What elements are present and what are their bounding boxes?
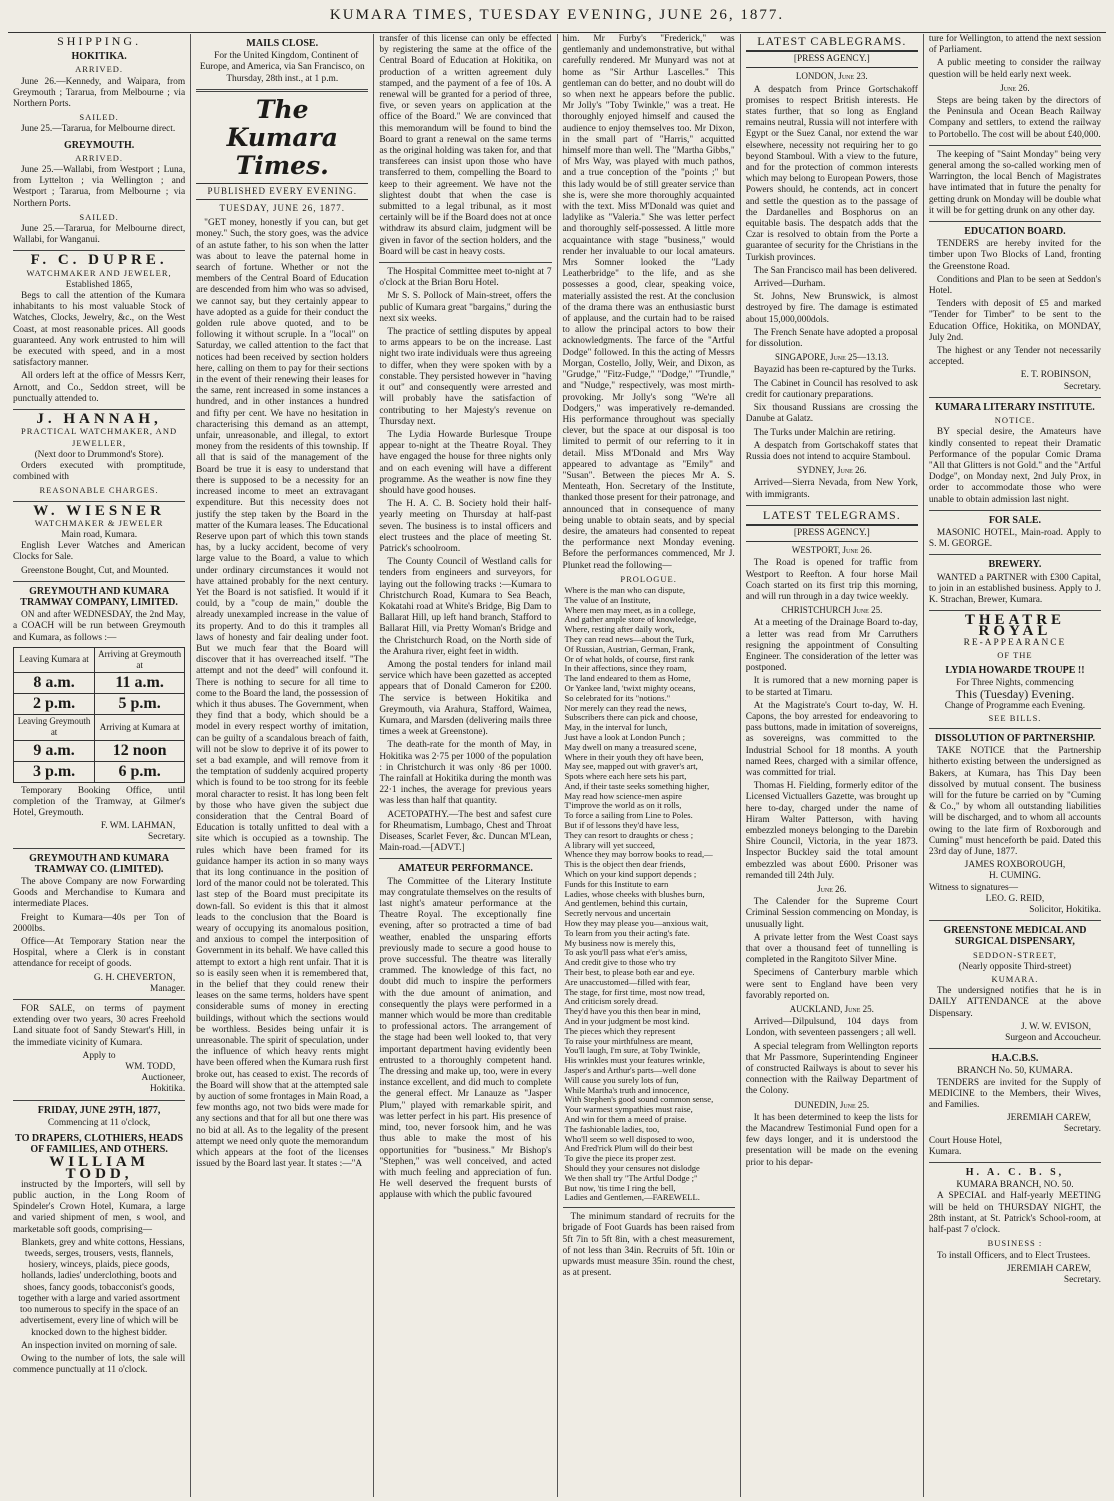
paper-title-block bbox=[196, 96, 368, 214]
dupre-text: Begs to call the attention of the Kumara inhabitants to his most valuable Stock of Watches, Clocks, Jewelry, &c., on the West Coast, at most reasonable prices. All goods guaranteed. Any work entrusted to him will be executed with speed, and in a most satisfactory manner. bbox=[13, 291, 186, 369]
hacbs2-branch: KUMARA BRANCH, NO. 50. bbox=[956, 1180, 1074, 1191]
hannah-trade: PRACTICAL WATCHMAKER, AND JEWELLER, bbox=[21, 426, 178, 448]
telegram-item: Thomas H. Fielding, formerly editor of the Licensed Victuallers Gazette, was brought up here to-day, charged under the name of Hiram Walter Patterson, with having embezzled moneys belonging to the Darebin Shire Council, Victoria, in the year 1873. Inspector Buckley said the total amount embezzled was about £600. Prisoner was remanded till 24th July. bbox=[745, 781, 918, 881]
telegram-item: A public meeting to consider the railway question will be held early next week. bbox=[928, 58, 1102, 80]
cablegrams-heading: LATEST CABLEGRAMS. bbox=[757, 34, 907, 48]
theatre-heading: THEATRE ROYAL bbox=[964, 612, 1066, 640]
literary-text: BY special desire, the Amateurs have kindly consented to repeat their Dramatic Performance of the popular Comic Drama "All that Glitters is not Gold." and the "Artful Dodge", on Monday next, 2nd July Prox, in order to accommodate those who were unable to obtain admission last night. bbox=[928, 427, 1102, 505]
tramway2-role: Manager. bbox=[150, 983, 186, 994]
tt-header: Arriving at Greymouth at bbox=[95, 647, 185, 672]
education-text: Tenders with deposit of £5 and marked "Tender for Timber" to be sent to the Education Office, Hokitika, on MONDAY, July 2nd. bbox=[928, 299, 1102, 343]
cable-item: The Turks under Malchin are retiring. bbox=[753, 427, 896, 438]
cable-item: The Cabinet in Council has resolved to ask credit for cautionary preparations. bbox=[745, 378, 918, 400]
dispensary-role: Surgeon and Accoucheur. bbox=[1005, 1033, 1102, 1044]
theatre-change: Change of Programme each Evening. bbox=[944, 700, 1086, 711]
column-6 bbox=[923, 34, 1106, 1497]
telegram-item: The Road is opened for traffic from Westport to Reefton. A four horse Mail Coach started on its first trip this morning, and will run through in a day twice weekly. bbox=[745, 558, 918, 602]
dissolution-witness-role: Solicitor, Hokitika. bbox=[1029, 905, 1102, 916]
cable-item: Bayazid has been re-captured by the Turks. bbox=[753, 365, 916, 376]
tramway2-text: The above Company are now Forwarding Goods and Merchandise to Kumara and intermediate Places. bbox=[13, 876, 186, 910]
dateline: LONDON, June 23. bbox=[795, 71, 868, 82]
tramway2-freight: Freight to Kumara—40s per Ton of 2000lbs. bbox=[13, 912, 186, 934]
theatre-troupe: LYDIA HOWARDE TROUPE !! bbox=[945, 664, 1085, 676]
dissolution-signature-2: H. CUMING. bbox=[989, 871, 1041, 882]
drapers-heading: TO DRAPERS, CLOTHIERS, HEADS OF FAMILIES, AND OTHERS. bbox=[15, 1133, 184, 1156]
column-2 bbox=[190, 34, 373, 1497]
press-agency-label-2: [PRESS AGENCY.] bbox=[746, 524, 918, 542]
land-sale-place: Hokitika. bbox=[150, 1084, 186, 1095]
hacbs2-heading: H. A. C. B. S, bbox=[965, 1167, 1065, 1179]
theatre-bills: SEE BILLS. bbox=[988, 712, 1042, 723]
hacbs-role: Secretary. bbox=[1063, 1124, 1102, 1135]
theatre-reappearance: RE-APPEARANCE bbox=[963, 637, 1067, 648]
telegram-item: Arrived—Dilpulsund, 104 days from London, with seventeen passengers ; all well. bbox=[745, 1017, 918, 1039]
tt-header: Leaving Kumara at bbox=[14, 647, 95, 672]
dupre-name: F. C. DUPRE. bbox=[30, 252, 168, 269]
dateline: June 26. bbox=[817, 884, 847, 895]
arrived-label: ARRIVED. bbox=[75, 64, 124, 75]
tt-time: 6 p.m. bbox=[95, 761, 185, 782]
wiesner-name: W. WIESNER bbox=[33, 502, 165, 519]
arrived-label-2: ARRIVED. bbox=[75, 152, 124, 163]
column-4 bbox=[557, 34, 740, 1497]
sailed-label-2: SAILED. bbox=[79, 211, 119, 222]
land-sale-text: FOR SALE, on terms of payment extending over two years, 30 acres Freehold Land situate foot of Sandy Stewart's Hill, in the immediate vicinity of Kumara. bbox=[13, 1004, 186, 1048]
hacbs-hotel: Court House Hotel, bbox=[928, 1135, 1003, 1146]
prologue-heading: PROLOGUE. bbox=[620, 573, 677, 584]
local-news-item: The County Council of Westland calls for tenders from engineers and surveyors, for laying out the following tracks :—Kumara to Christchurch Road, Kumara to Sea Beach, Kokatahi road at White's Bridge, Big Dam to Ballarat Hill, up left hand branch, Stafford to Ballarat Hill, via Pretty Woman's Bridge and the Christchurch Road, on the North side of the Arahura river, eight feet in width. bbox=[379, 557, 552, 657]
cable-item: The San Francisco mail has been delivered. bbox=[753, 265, 917, 276]
tramway-text: ON and after WEDNESDAY, the 2nd May, a COACH will be run between Greymouth and Kumara, as follows :— bbox=[13, 610, 186, 643]
cable-item: Six thousand Russians are crossing the Danube at Galatz. bbox=[745, 403, 918, 425]
dissolution-witness-name: LEO. G. REID, bbox=[985, 893, 1045, 904]
local-news-item: The Lydia Howarde Burlesque Troupe appear to-night at the Theatre Royal. They have engaged the house for three nights only and on each evening will have a different programme. As the weather is now fine they should have good houses. bbox=[379, 429, 552, 496]
dissolution-heading: DISSOLUTION OF PARTNERSHIP. bbox=[934, 732, 1096, 744]
recruits-item: The minimum standard of recruits for the brigade of Foot Guards has been raised from 5ft 7in to 5ft 8in, with a chest measurement, of not less than 34in. Recruits of 5ft. 10in or upwards must measure 35in. round the chest, as at present. bbox=[562, 1212, 735, 1279]
dispensary-town: KUMARA. bbox=[991, 974, 1039, 985]
hacbs2-business: BUSINESS : bbox=[987, 1238, 1043, 1249]
column-5 bbox=[740, 34, 923, 1497]
todd-text: instructed by the Importers, will sell by public auction, in the Long Room of Spindeler's Crown Hotel, Kumara, a large and varied shipment of men, s wool, and marketable soft goods, comprising— bbox=[13, 1179, 186, 1235]
dateline: DUNEDIN, June 25. bbox=[794, 1099, 870, 1110]
page-header: KUMARA TIMES, TUESDAY EVENING, JUNE 26, 1877. bbox=[8, 6, 1106, 33]
tramway2-office: Office—At Temporary Station near the Hospital, where a Clerk is in constant attendance for receipt of goods. bbox=[13, 937, 186, 970]
cable-item: Arrived—Durham. bbox=[753, 279, 826, 290]
auction-date: FRIDAY, JUNE 29TH, 1877, bbox=[37, 1104, 161, 1116]
editorial-continued: transfer of this license can only be effected by registering the same at the office of the Central Board of Education at Hokitika, on production of a written agreement duly stamped, and the payment of a fee of 10s. A renewal will be granted for a period of three, five, or seven years on application at the office of the Board." We are convinced that this memorandum will be found to bind the Board to grant a renewal on the same terms as the original holding was taken for, and that transferees can insist upon those who have transferred to them, compelling the Board to keep to their agreement. We have not the slightest doubt that when the case is submitted to a legal tribunal, as it most certainly will be if the Board does not at once withdraw its absurd claim, judgment will be given in favor of the section holders, and the Board will be cast in heavy costs. bbox=[379, 34, 552, 257]
wiesner-text-2: Greenstone Bought, Cut, and Mounted. bbox=[21, 565, 169, 576]
education-text: Conditions and Plan to be seen at Seddon's Hotel. bbox=[928, 274, 1102, 297]
dupre-trade: WATCHMAKER AND JEWELER, bbox=[26, 267, 172, 278]
education-text: The highest or any Tender not necessarily accepted. bbox=[928, 346, 1102, 368]
hacbs-heading: H.A.C.B.S. bbox=[991, 1053, 1039, 1065]
telegram-item: A private letter from the West Coast says that over a thousand feet of tunnelling is completed in the Rangitoto Silver Mine. bbox=[745, 932, 918, 966]
hannah-name: J. HANNAH, bbox=[36, 411, 162, 428]
dissolution-text: TAKE NOTICE that the Partnership hitherto existing between the undersigned as Bakers, at Kumara, has This Day been dissolved by mutual consent. The business will for the future be carried on by "Cuming & Co.," by whom all outstanding liabilities will be discharged, and to whom all accounts owing to the late firm of Roxborough and Cuming" must henceforth be paid. Dated this 23rd day of June, 1877. bbox=[928, 746, 1102, 857]
local-news-item: The H. A. C. B. Society hold their half-yearly meeting on Thursday at half-past seven. The business is to instal officers and elect trustees and the place of meeting St. Patrick's schoolroom. bbox=[379, 499, 552, 554]
tt-header: Arriving at Kumara at bbox=[95, 715, 185, 740]
telegram-item: It has been determined to keep the lists for the Macandrew Testimonial Fund open for a few days longer, and it is understood the presentation will be made on the evening prior to his depar- bbox=[745, 1112, 918, 1168]
shipping-heading: SHIPPING. bbox=[57, 34, 142, 48]
press-agency-label: [PRESS AGENCY.] bbox=[746, 50, 918, 68]
land-sale-role: Auctioneer, bbox=[141, 1073, 186, 1084]
amateur-text: The Committee of the Literary Institute may congratulate themselves on the results of last night's amateur performance at the Theatre Royal. The exceptionally fine evening, after so protracted a time of bad weather, enabled the unsparing efforts previously made to secure a good house to prove successful. The theatre was literally crammed. The knowledge of this fact, no doubt did much to inspire the performers with the due amount of animation, and consequently the plays were performed in a manner which would be more than creditable to professional actors. The arrangement of the stage had been well looked to, that very important department having evidently been entrusted to a thoroughly competent hand. The dressing and make up, too, were in every instance excellent, and did much to complete the general effect. Mr Lanauze as "Jasper Plum," played with remarkable spirit, and was letter perfect in his part. His presence of mind, too, never forsook him, and he was thus able to make the most of his opportunities for "business." Mr Bishop's "Stephen," was well conceived, and acted with much feeling and appreciation of fun. He well deserved the frequent bursts of applause with which the public favoured bbox=[379, 876, 552, 1201]
issue-date: TUESDAY, JUNE 26, 1877. bbox=[219, 203, 346, 214]
wiesner-text: English Lever Watches and American Clocks for Sale. bbox=[13, 541, 186, 563]
tramway2-heading: GREYMOUTH AND KUMARA TRAMWAY CO. (LIMITED). bbox=[29, 852, 170, 875]
land-sale-apply: Apply to bbox=[82, 1050, 116, 1061]
telegram-item: A special telegram from Wellington reports that Mr Passmore, Superintending Engineer of constructed Railways is about to sever his connection with the Railway Department of the Colony. bbox=[745, 1041, 918, 1097]
land-sale-signature: WM. TODD, bbox=[125, 1062, 176, 1073]
brewery-heading: BREWERY. bbox=[988, 559, 1042, 571]
dissolution-signature: JAMES ROXBOROUGH, bbox=[964, 860, 1066, 871]
todd-name: WILLIAM TODD, bbox=[49, 1154, 149, 1182]
literary-notice: NOTICE. bbox=[994, 415, 1036, 426]
dateline: CHRISTCHURCH June 25. bbox=[781, 605, 883, 616]
tramway2-signature: G. H. CHEVERTON, bbox=[93, 972, 176, 983]
paper-title: The Kumara Times. bbox=[226, 94, 338, 180]
hannah-text: Orders executed with promptitude, combined with bbox=[13, 460, 186, 483]
dateline: WESTPORT, June 26. bbox=[791, 545, 872, 556]
hacbs-text: TENDERS are invited for the Supply of MEDICINE to the Members, their Wives, and Families. bbox=[928, 1077, 1102, 1111]
theatre-nights: For Three Nights, commencing bbox=[956, 678, 1074, 689]
dateline: SYDNEY, June 26. bbox=[797, 465, 867, 476]
news-item: The keeping of "Saint Monday" being very general among the so-called working men of Warrington, the local Bench of Magistrates have intimated that in future the penalty for getting drunk on Monday will be double what it will be for getting drunk on any other day. bbox=[928, 149, 1102, 216]
amateur-heading: AMATEUR PERFORMANCE. bbox=[398, 863, 533, 875]
theatre-this-evening: This (Tuesday) Evening. bbox=[955, 687, 1075, 702]
cable-item: The French Senate have adopted a proposal for dissolution. bbox=[745, 327, 918, 350]
education-text: TENDERS are hereby invited for the timber upon Two Blocks of Land, fronting the Greenstone Road. bbox=[928, 239, 1102, 272]
greymouth-heading: GREYMOUTH. bbox=[63, 139, 135, 151]
hokitika-heading: HOKITIKA. bbox=[71, 51, 127, 63]
column-1 bbox=[8, 34, 190, 1497]
dispensary-opposite: (Nearly opposite Third-street) bbox=[958, 961, 1072, 972]
prologue-poem: Where is the man who can dispute, The value of an Institute, Where men may meet, as in a college, And gather ample store of knowledge, Where, resting after daily work, They can read news—about the Turk, Of Russian, Austrian, German, Frank, Or of what holds, of course, first rank In their affections, since they roam, The land endeared to them as Home, Or Yankee land, 'twixt mighty oceans, So celebrated for its "notions." Nor merely can they read the news, Subscribers there can pick and choose, May, in the interval for lunch, Just have a look at London Punch ; May dwell on many a treasured scene, Where in their youth they oft have been, May see, mapped out with graver's art, Spots where each here sets his part, And, if their taste seeks something higher, May read how science-men aspire T'improve the world as on it rolls, To force a sailing from Line to Poles. But if of lessons they'd have less, They can resort to draughts or chess ; A library will yet succeed, Whence they may borrow books to read,— This is the object then dear friends, Which on your kind support depends ; Funds for this Institute to earn Ladies, whose cheeks with blushes burn, And gentlemen, behind this curtain, Secretly nervous and uncertain How they may please you—anxious wait, To learn from you their acting's fate. My business now is merely this, To ask you'll pass what e'er's amiss, And credit give to those who try Their best, to please both ear and eye. Are unaccustomed—filled with fear, The stage, for first time, most now tread, And criticism sorely dread. They'd have you this then bear in mind, And in your judgment be most kind. The pieces which they represent To raise your mirthfulness are meant, You'll laugh, I'm sure, at Toby Twinkle, His wrinkles must your features wrinkle, Jasper's and Arthur's parts—well done Will cause you surely lots of fun, While Martha's truth and innocence, With Stephen's good sound common sense, Your warmest sympathies must raise, And win for them a meed of praise. The fashionable ladies, too, Who'll seem so well disposed to woo, And Fred'rick Plum will do their best To give the piece its proper zest. Should they your censures not dislodge We then shall try "The Artful Dodge ;" But now, 'tis time I ring the bell, Ladies and Gentlemen,—FAREWELL. bbox=[564, 584, 714, 1203]
education-signature: E. T. ROBINSON, bbox=[1020, 370, 1092, 381]
tt-time: 8 a.m. bbox=[14, 673, 95, 694]
todd-inspection: An inspection invited on morning of sale. bbox=[21, 1340, 177, 1351]
hacbs-town: Kumara. bbox=[928, 1146, 962, 1157]
tramway-signature: F. WM. LAHMAN, bbox=[100, 821, 176, 832]
todd-goods-list: Blankets, grey and white cottons, Hessians, tweeds, serges, trousers, vests, flannels, hosiery, winceys, plaids, piece goods, hollands, ladies' underclothing, boots and shoes, fancy goods, tobacconist's goods, together with a large and varied assortment too numerous to specify in the space of an advertisement, every line of which will be knocked down to the highest bidder. bbox=[18, 1237, 185, 1338]
dateline: SINGAPORE, June 25—13.13. bbox=[774, 352, 889, 363]
tt-time: 9 a.m. bbox=[14, 740, 95, 761]
dupre-text-2: All orders left at the office of Messrs Kerr, Arnott, and Co., Seddon street, will be punctually attended to. bbox=[13, 371, 186, 404]
local-news-item: Mr S. S. Pollock of Main-street, offers the public of Kumara great "bargains," during the next six weeks. bbox=[379, 291, 552, 324]
local-news-item: The practice of settling disputes by appeal to arms appears to be on the increase. Last night two irate individuals were thus agreeing to differ, when they were spoken with by a constable. They persisted however in "having it out" and consequently were arrested and will probably have the satisfaction of contributing to her Majesty's revenue on Thursday next. bbox=[379, 327, 552, 427]
hacbs2-signature: JEREMIAH CAREW, bbox=[1007, 1263, 1092, 1274]
mails-text: For the United Kingdom, Continent of Europe, and America, via San Francisco, on Thursday, 28th inst., at 1 p.m. bbox=[199, 51, 365, 84]
telegram-item: At the Magistrate's Court to-day, W. H. Capons, the boy arrested for endeavoring to pass buttons, made in imitation of sovereigns, as sovereigns, was committed to the Industrial School for 18 months. A youth named Rees, charged with a similar offence, was committed for trial. bbox=[745, 700, 918, 778]
hacbs2-business-text: To install Officers, and to Elect Trustees. bbox=[936, 1250, 1091, 1261]
coach-timetable bbox=[13, 647, 185, 783]
for-sale-text: MASONIC HOTEL, Main-road. Apply to S. M. GEORGE. bbox=[928, 527, 1102, 550]
theatre-of: OF THE bbox=[997, 649, 1033, 660]
sailed-label: SAILED. bbox=[79, 112, 119, 123]
mails-heading: MAILS CLOSE. bbox=[246, 38, 319, 49]
dispensary-text: The undersigned notifies that he is in DAILY ATTENDANCE at the above Dispensary. bbox=[928, 986, 1102, 1019]
published-line: PUBLISHED EVERY EVENING. bbox=[196, 183, 368, 200]
local-news-item: Among the postal tenders for inland mail service which have been gazetted as accepted appears that of Donald Cameron for £200. The service is between Hokitika and Greymouth, via Arahura, Stafford, Waimea, Kumara, and Marsden (delivering mails three times a week at Greenstone). bbox=[379, 659, 552, 738]
tt-header: Leaving Greymouth at bbox=[14, 715, 95, 740]
dispensary-heading: GREENSTONE MEDICAL AND SURGICAL DISPENSARY, bbox=[943, 925, 1087, 948]
wiesner-address: Main road, Kumara. bbox=[61, 529, 138, 540]
local-news-item: The death-rate for the month of May, in Hokitika was 2·75 per 1000 of the population : in Christchurch it was only ·86 per 1000. The rainfall at Hokitika during the month was 22·1 inches, the average for previous years was less than half that quantity. bbox=[379, 740, 552, 807]
tramway-booking: Temporary Booking Office, until completion of the Tramway, at Gilmer's Hotel, Greymouth. bbox=[13, 785, 186, 818]
hacbs2-role: Secretary. bbox=[1063, 1274, 1102, 1285]
cable-item: A despatch from Gortschakoff states that Russia does not intend to acquire Stamboul. bbox=[745, 440, 918, 462]
wiesner-trade: WATCHMAKER & JEWELER bbox=[34, 517, 164, 528]
local-news-item: ACETOPATHY.—The best and safest cure for Rheumatism, Lumbago, Chest and Throat Diseases, Scarlet Fever, &c. Duncan M'Lean, Main-road.—[ADVT.] bbox=[379, 809, 552, 854]
tt-time: 11 a.m. bbox=[95, 673, 185, 694]
dateline: June 26. bbox=[1000, 82, 1030, 93]
brewery-text: WANTED a PARTNER with £300 Capital, to join in an established business. Apply to J. K. Strachan, Brewer, Kumara. bbox=[928, 572, 1102, 605]
tt-time: 3 p.m. bbox=[14, 761, 95, 782]
amateur-continued: him. Mr Furby's "Frederick," was gentlemanly and undemonstrative, but withal carefully rendered. Mr Munyard was not at home as "Sir Arthur Lascelles." This gentleman can do better, and no doubt will do so when next he appears before the public. Mr Jolly's "Toby Twinkle," was a treat. He thoroughly enjoyed himself and caused the audience to enjoy themselves too. Mr Dixon, in the small part of "Harris," acquitted himself more than well. The "Martha Gibbs," of Mrs Way, was played with much pathos, and a true conception of the "points ;" but this lady would be of still greater service than she is, were she more thoroughly acquainted with the text. Miss M'Donald was quiet and ladylike as "Valeria." She was letter perfect and thoroughly self-possessed. A little more acquaintance with stage "business," would render her invaluable to our local amateurs. Mrs Somner looked the "Lady Leatherbridge" to the life, and as she possesses a good, clear, speaking voice, materially assisted the rest. At the conclusion of the drama there was an enthusiastic burst of applause, and the curtain had to be raised to allow the principal actors to bow their acknowledgments. The farce of the "Artful Dodge" followed. In this the acting of Messrs Morgan, Costello, Jolly, Weir, and Dixon, as "Grudge," "Fitz-Fudge," "Dodge," "Trundle," and "Nudge," respectively, was most mirth-provoking. Mr Jolly's song "We're all Dodgers," was imperatively re-demanded. His performance throughout was specially clever, but the space at our disposal is too limited to permit of our referring to it in detail. Miss M'Donald and Mrs Way appeared to advantage as "Emily" and "Susan". Between the pieces Mr A. S. Menteath, Hon. Secretary of the Institute, thanked those present for their patronage, and announced that in consequence of many being unable to obtain seats, and by special desire, the amateurs had consented to repeat the performance next Monday evening. Before the performances commenced, Mr J. Plunket read the following— bbox=[562, 34, 735, 571]
telegrams-heading: LATEST TELEGRAMS. bbox=[762, 507, 901, 522]
dissolution-witness: Witness to signatures— bbox=[928, 882, 1019, 893]
telegram-item: At a meeting of the Drainage Board to-day, a letter was read from Mr Carruthers resigning the appointment of Consulting Engineer. The consideration of the letter was postponed. bbox=[745, 618, 918, 674]
education-role: Secretary. bbox=[1063, 381, 1102, 392]
dateline: AUCKLAND, June 25. bbox=[789, 1004, 874, 1015]
hacbs-branch: BRANCH No. 50, KUMARA. bbox=[957, 1066, 1073, 1077]
literary-heading: KUMARA LITERARY INSTITUTE. bbox=[935, 401, 1095, 413]
hannah-charges: REASONABLE CHARGES. bbox=[39, 485, 159, 496]
auction-time: Commencing at 11 o'clock, bbox=[47, 1117, 151, 1128]
telegram-item: Steps are being taken by the directors of the Peninsula and Ocean Beach Railway Company and settlers, to extend the railway to Portobello. The cost will be about £40,000. bbox=[928, 96, 1102, 140]
tramway-heading: GREYMOUTH AND KUMARA TRAMWAY COMPANY, LIMITED. bbox=[20, 585, 178, 608]
tramway-role: Secretary. bbox=[148, 832, 186, 843]
tt-time: 2 p.m. bbox=[14, 694, 95, 715]
for-sale-heading: FOR SALE. bbox=[988, 514, 1042, 526]
cable-item: St. Johns, New Brunswick, is almost destroyed by fire. The damage is estimated about 15,000,000dols. bbox=[745, 292, 918, 325]
dupre-established: Established 1865, bbox=[65, 279, 133, 290]
hokitika-arrivals: June 26.—Kennedy, and Waipara, from Greymouth ; Tararua, from Melbourne ; via Northern Ports. bbox=[13, 76, 186, 110]
hacbs2-text: A SPECIAL and Half-yearly MEETING will be held on THURSDAY NIGHT, the 28th instant, at St. Patrick's School-room, at half-past 7 o'clock. bbox=[928, 1191, 1102, 1236]
tt-time: 12 noon bbox=[95, 740, 185, 761]
telegram-item: The Calender for the Supreme Court Criminal Session commencing on Monday, is unusually light. bbox=[745, 897, 918, 930]
cable-item: Arrived—Sierra Nevada, from New York, with immigrants. bbox=[745, 478, 918, 500]
columns bbox=[8, 34, 1106, 1497]
hacbs-signature: JEREMIAH CAREW, bbox=[1007, 1113, 1092, 1124]
telegram-item: It is rumored that a new morning paper is to be started at Timaru. bbox=[745, 676, 918, 698]
tt-time: 5 p.m. bbox=[95, 694, 185, 715]
greymouth-arrivals: June 25.—Wallabi, from Westport ; Luna, from Lyttelton ; via Wellington ; and Westport ; Tararua, from Melbourne ; via Northern Ports. bbox=[13, 165, 186, 209]
hannah-address: (Next door to Drummond's Store). bbox=[34, 449, 164, 460]
hokitika-sailings: June 25.—Tararua, for Melbourne direct. bbox=[21, 124, 176, 135]
column-3 bbox=[373, 34, 556, 1497]
dispensary-signature: J. W. W. EVISON, bbox=[1020, 1021, 1092, 1032]
telegram-continued: ture for Wellington, to attend the next session of Parliament. bbox=[928, 34, 1102, 56]
telegram-item: Specimens of Canterbury marble which were sent to England have been very favorably reported on. bbox=[745, 968, 918, 1001]
local-news-item: The Hospital Committee meet to-night at 7 o'clock at the Brian Boru Hotel. bbox=[379, 267, 552, 289]
greymouth-sailings: June 25.—Tararua, for Melbourne direct, Wallabi, for Wanganui. bbox=[13, 224, 186, 246]
todd-closing: Owing to the number of lots, the sale will commence punctually at 11 o'clock. bbox=[13, 1353, 186, 1376]
dispensary-street: SEDDON-STREET, bbox=[972, 949, 1057, 960]
cable-item: A despatch from Prince Gortschakoff promises to respect British interests. He states further, that so long as England remains neutral, Russia will not interfere with Egypt or the Suez Canal, nor extend the war elsewhere, necessity not requiring her to go beyond Stamboul. With a view to the future, and for the protection of common interests which may belong to European Powers, those Powers should, he contends, act in concert and settle the question as to the passage of the Dardanelles and Bosphorus on an equitable basis. The despatch adds that the Czar is resolved to obtain from the Porte a guarantee of security for the Christians in the Turkish provinces. bbox=[745, 84, 918, 263]
editorial-text: "GET money, honestly if you can, but get money." Such, the story goes, was the advice of an astute father, to his son when the latter was about to leave the paternal home in search of fortune. Whether or not the members of the Central Board of Education are descended from him who was so advised, we cannot say, but they certainly appear to have adopted as a guide for their conduct the golden rule above quoted, and to be following it without scruple. In a "local" on Saturday, we called attention to the fact that notices had been received by section holders here, calling on them to pay for their sections in the event of their renewing their leases for the same, rent increased in some instances a hundred, and in other instances a hundred and fifty per cent. We have no hesitation in characterising this demand as an attempt, unfair, unreasonable, and illegal, to extort money from the residents of this township. If all that is said of the management of the Board be true it is easy to understand that there is supposed to be a necessity for an increased income to meet an extravagant expenditure. But this necessity does not justify the step taken by the Board in the matter of the Kumara leases. The Educational Reserve upon part of which this town stands has, by a lucky accident, become of very large value to the Board, a value to which under ordinary circumstances it would not have attained probably for the next century. Yet the Board is not satisfied. It would if it could, by a "coup de main," double the already unexampled increase in the value of its property. And to do this it tramples all laws of honesty and fair dealing under foot. But we much fear that the Board will discover that it has overreached itself. "The attempt and not the deed" will confound it. There is nothing to secure for all time to come to the Board the land, the possession of which it thus abuses. The Government, when they find that a body, which should be a model in every respect worthy of imitation, can be guilty of a scandalous breach of faith, will not be slow to deprive it of its power to set a bad example, and will remove from it the temptation of suddenly acquired property which is found to be too strong for its feeble moral character to resist. It has long been felt by those who have given the subject due consideration that the Central Board of Education is totally unfitted to deal with a site which is occupied as a township. The rules which have been framed for its guidance hamper its action in so many ways that its long continuance in the position of lord of the manor could not be tolerated. This last step of the Board must precipitate its down-fall. So evident is this that it almost leads to the conclusion that the Board is weary of occupying its anomalous position, and anxious to compel the interposition of Government in its behalf. We have called this attempt to extort a high rent unfair. That it is so is easily seen when it is remembered that, in the belief that they could renew their leases on the same terms, holders have spent considerable sums of money in erecting buildings, without which the sections would be worthless. Besides being unfair it is unreasonable. The spirit of speculation, under the influence of which heavy rents might have been offered when the Kumara rush first broke out, has ceased to exist. The records of the Board will show that at the attempted sale by auction of some frontages in Main Road, a few months ago, not two bids were made for any sections and that for all but one there was no bid at all. As to the legality of the present attempt we need only quote the memorandum which appears at the foot of the licenses issued by the Board last year. It states :—"A bbox=[196, 218, 369, 1170]
education-heading: EDUCATION BOARD. bbox=[964, 226, 1066, 238]
